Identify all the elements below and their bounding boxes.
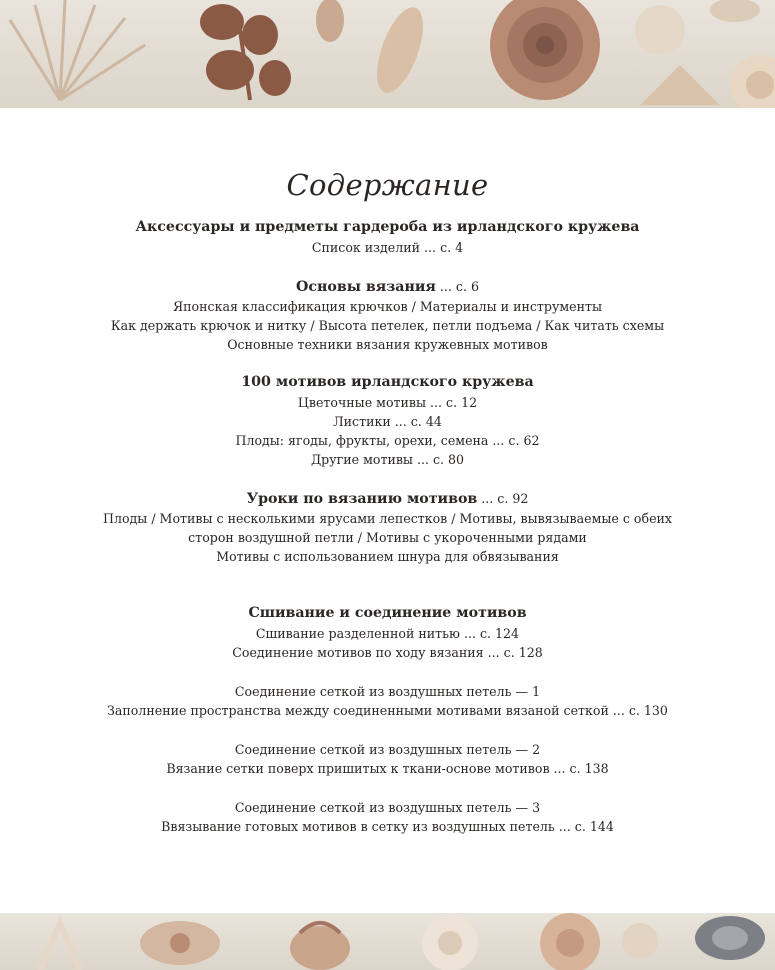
acorn-lace-motif: [200, 4, 291, 100]
section-heading: 100 мотивов ирландского кружева: [241, 374, 534, 390]
toc-line: Сшивание разделенной нитью ... с. 124: [255, 626, 520, 641]
page-title: Содержание: [286, 168, 489, 202]
toc-line: Ввязывание готовых мотивов в сетку из воздушных петель ... с. 144: [161, 819, 614, 834]
toc-line: Другие мотивы ... с. 80: [310, 452, 465, 467]
toc-line: Японская классификация крючков / Материалы и инструменты: [172, 299, 602, 314]
lace-motifs-row: [40, 913, 765, 970]
table-of-contents: [0, 108, 775, 913]
toc-line: Список изделий ... с. 4: [311, 240, 464, 255]
toc-line: Мотивы с использованием шнура для обвязывания: [216, 549, 559, 564]
toc-line: Цветочные мотивы ... с. 12: [297, 395, 478, 410]
toc-line: Соединение сеткой из воздушных петель — 1: [234, 684, 541, 699]
section-heading: Уроки по вязанию мотивов ... с. 92: [246, 491, 529, 507]
section-page-ref: ... с. 6: [435, 279, 479, 294]
toc-line: Основные техники вязания кружевных мотивов: [227, 337, 548, 352]
section-heading: Аксессуары и предметы гардероба из ирландского кружева: [135, 219, 640, 235]
toc-line: Плоды: ягоды, фрукты, орехи, семена ... с. 62: [235, 433, 540, 448]
leaf-lace-motif: [368, 2, 433, 99]
section-page-ref: ... с. 92: [477, 491, 529, 506]
bottom-decorative-lace-photo: [0, 913, 775, 970]
lace-fan-motif: [10, 0, 145, 100]
toc-line: Соединение мотивов по ходу вязания ... с. 128: [232, 645, 543, 660]
top-decorative-lace-photo: [0, 0, 775, 108]
toc-line: Листики ... с. 44: [333, 414, 442, 429]
toc-line: Соединение сеткой из воздушных петель — 2: [234, 742, 541, 757]
toc-line: Заполнение пространства между соединенными мотивами вязаной сеткой ... с. 130: [107, 703, 668, 718]
section-heading: Сшивание и соединение мотивов: [248, 605, 527, 621]
section-heading: Основы вязания ... с. 6: [296, 279, 479, 295]
toc-line: сторон воздушной петли / Мотивы с укороченными рядами: [188, 530, 587, 545]
flower-lace-motif-right: [730, 55, 775, 108]
toc-line: Вязание сетки поверх пришитых к ткани-основе мотивов ... с. 138: [166, 761, 609, 776]
rose-lace-motif: [490, 0, 600, 100]
toc-line: Соединение сеткой из воздушных петель — 3: [234, 800, 541, 815]
toc-line: Плоды / Мотивы с несколькими ярусами лепестков / Мотивы, вывязываемые с обеих: [102, 511, 673, 526]
toc-line: Как держать крючок и нитку / Высота петелек, петли подъема / Как читать схемы: [110, 318, 665, 333]
